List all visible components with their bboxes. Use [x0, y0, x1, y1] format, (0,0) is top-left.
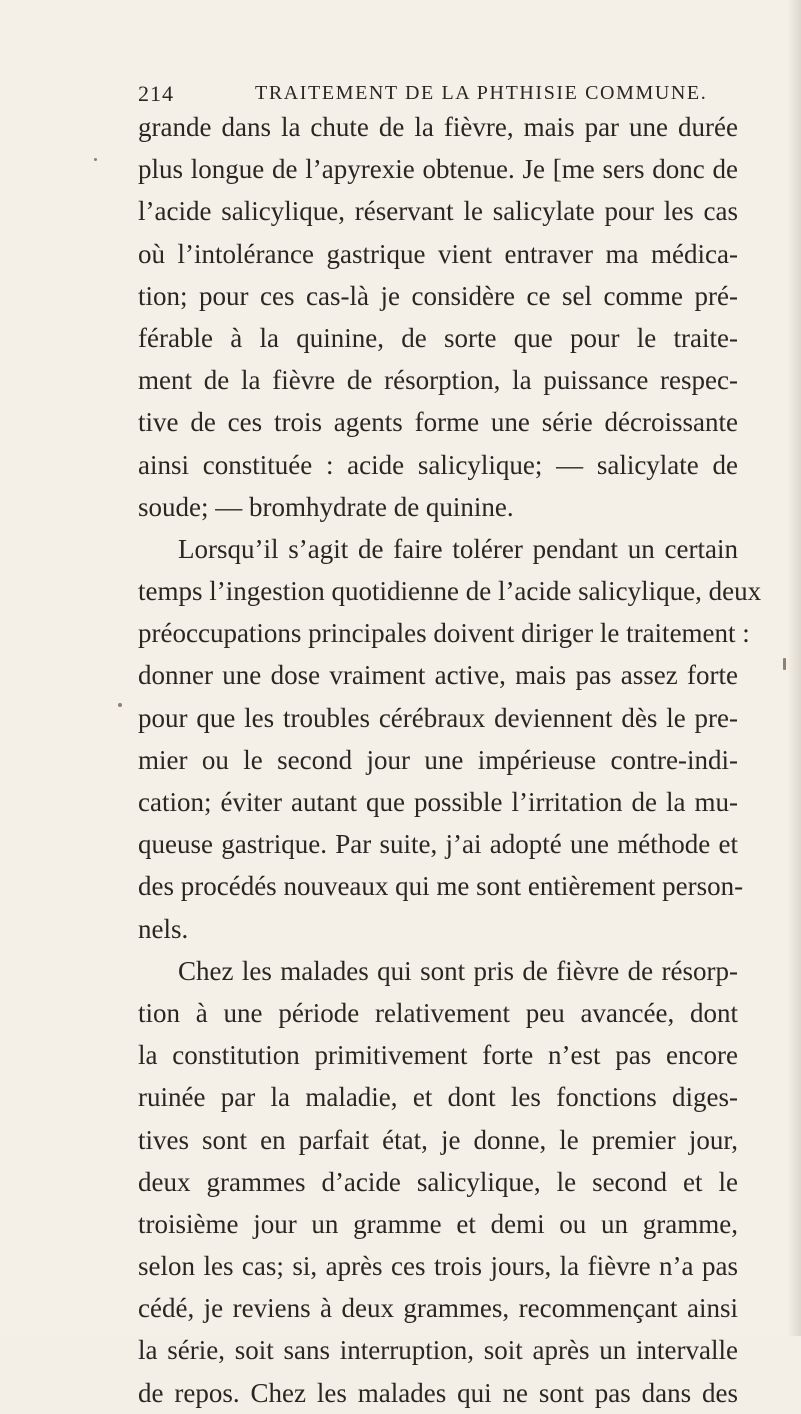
text-line: deux grammes d’acide salicylique, le second et le	[138, 1166, 738, 1197]
text-line: férable à la quinine, de sorte que pour le traite-	[138, 322, 738, 353]
text-line: tion; pour ces cas-là je considère ce sel comme pré-	[138, 280, 738, 311]
text-line: ainsi constituée : acide salicylique; — salicylate de	[138, 449, 738, 480]
text-line: des procédés nouveaux qui me sont entièrement person-	[138, 871, 744, 902]
paragraph-start-line: Lorsqu’il s’agit de faire tolérer pendant un certain	[178, 533, 738, 564]
text-line: cation; éviter autant que possible l’irritation de la mu-	[138, 787, 738, 817]
text-line: temps l’ingestion quotidienne de l’acide salicylique, deux	[138, 576, 762, 607]
paper-speck	[783, 658, 786, 670]
text-line: préoccupations principales doivent diriger le traitement :	[138, 618, 750, 649]
text-line: mier ou le second jour une impérieuse contre-indi-	[138, 744, 738, 775]
text-line: la constitution primitivement forte n’est pas encore	[138, 1040, 738, 1071]
text-line: tive de ces trois agents forme une série décroissante	[138, 407, 738, 438]
text-line: tion à une période relativement peu avancée, dont	[138, 997, 738, 1028]
text-line: ruinée par la maladie, et dont les fonctions diges-	[138, 1082, 738, 1113]
text-line: nels.	[138, 913, 189, 944]
text-line: la série, soit sans interruption, soit après un intervalle	[138, 1335, 738, 1366]
text-line: l’acide salicylique, réservant le salicylate pour les cas	[138, 196, 738, 227]
text-line: cédé, je reviens à deux grammes, recommençant ainsi	[138, 1293, 738, 1324]
text-line: queuse gastrique. Par suite, j’ai adopté une méthode et	[138, 829, 738, 860]
page-number: 214	[138, 81, 174, 106]
text-line: pour que les troubles cérébraux deviennent dès le pre-	[138, 702, 738, 733]
text-line: selon les cas; si, après ces trois jours, la fièvre n’a pas	[138, 1251, 738, 1282]
page-edge-shadow	[787, 0, 801, 1336]
paragraph-start-line: Chez les malades qui sont pris de fièvre de résorp-	[178, 955, 738, 986]
text-line: ment de la fièvre de résorption, la puissance respec-	[138, 365, 738, 396]
text-line: donner une dose vraiment active, mais pas assez forte	[138, 660, 738, 691]
text-line: de repos. Chez les malades qui ne sont pas dans des	[138, 1377, 738, 1408]
text-line: grande dans la chute de la fièvre, mais par une durée	[138, 112, 738, 142]
text-line: plus longue de l’apyrexie obtenue. Je [me sers donc de	[138, 154, 738, 185]
running-title: TRAITEMENT DE LA PHTHISIE COMMUNE.	[255, 82, 708, 104]
text-line: soude; — bromhydrate de quinine.	[138, 491, 514, 522]
text-line: où l’intolérance gastrique vient entraver ma médica-	[138, 238, 738, 269]
text-line: troisième jour un gramme et demi ou un gramme,	[138, 1208, 738, 1239]
body-text	[138, 106, 762, 1414]
paper-speck	[118, 703, 122, 707]
paper-speck	[94, 158, 97, 161]
text-line: tives sont en parfait état, je donne, le premier jour,	[138, 1124, 738, 1155]
